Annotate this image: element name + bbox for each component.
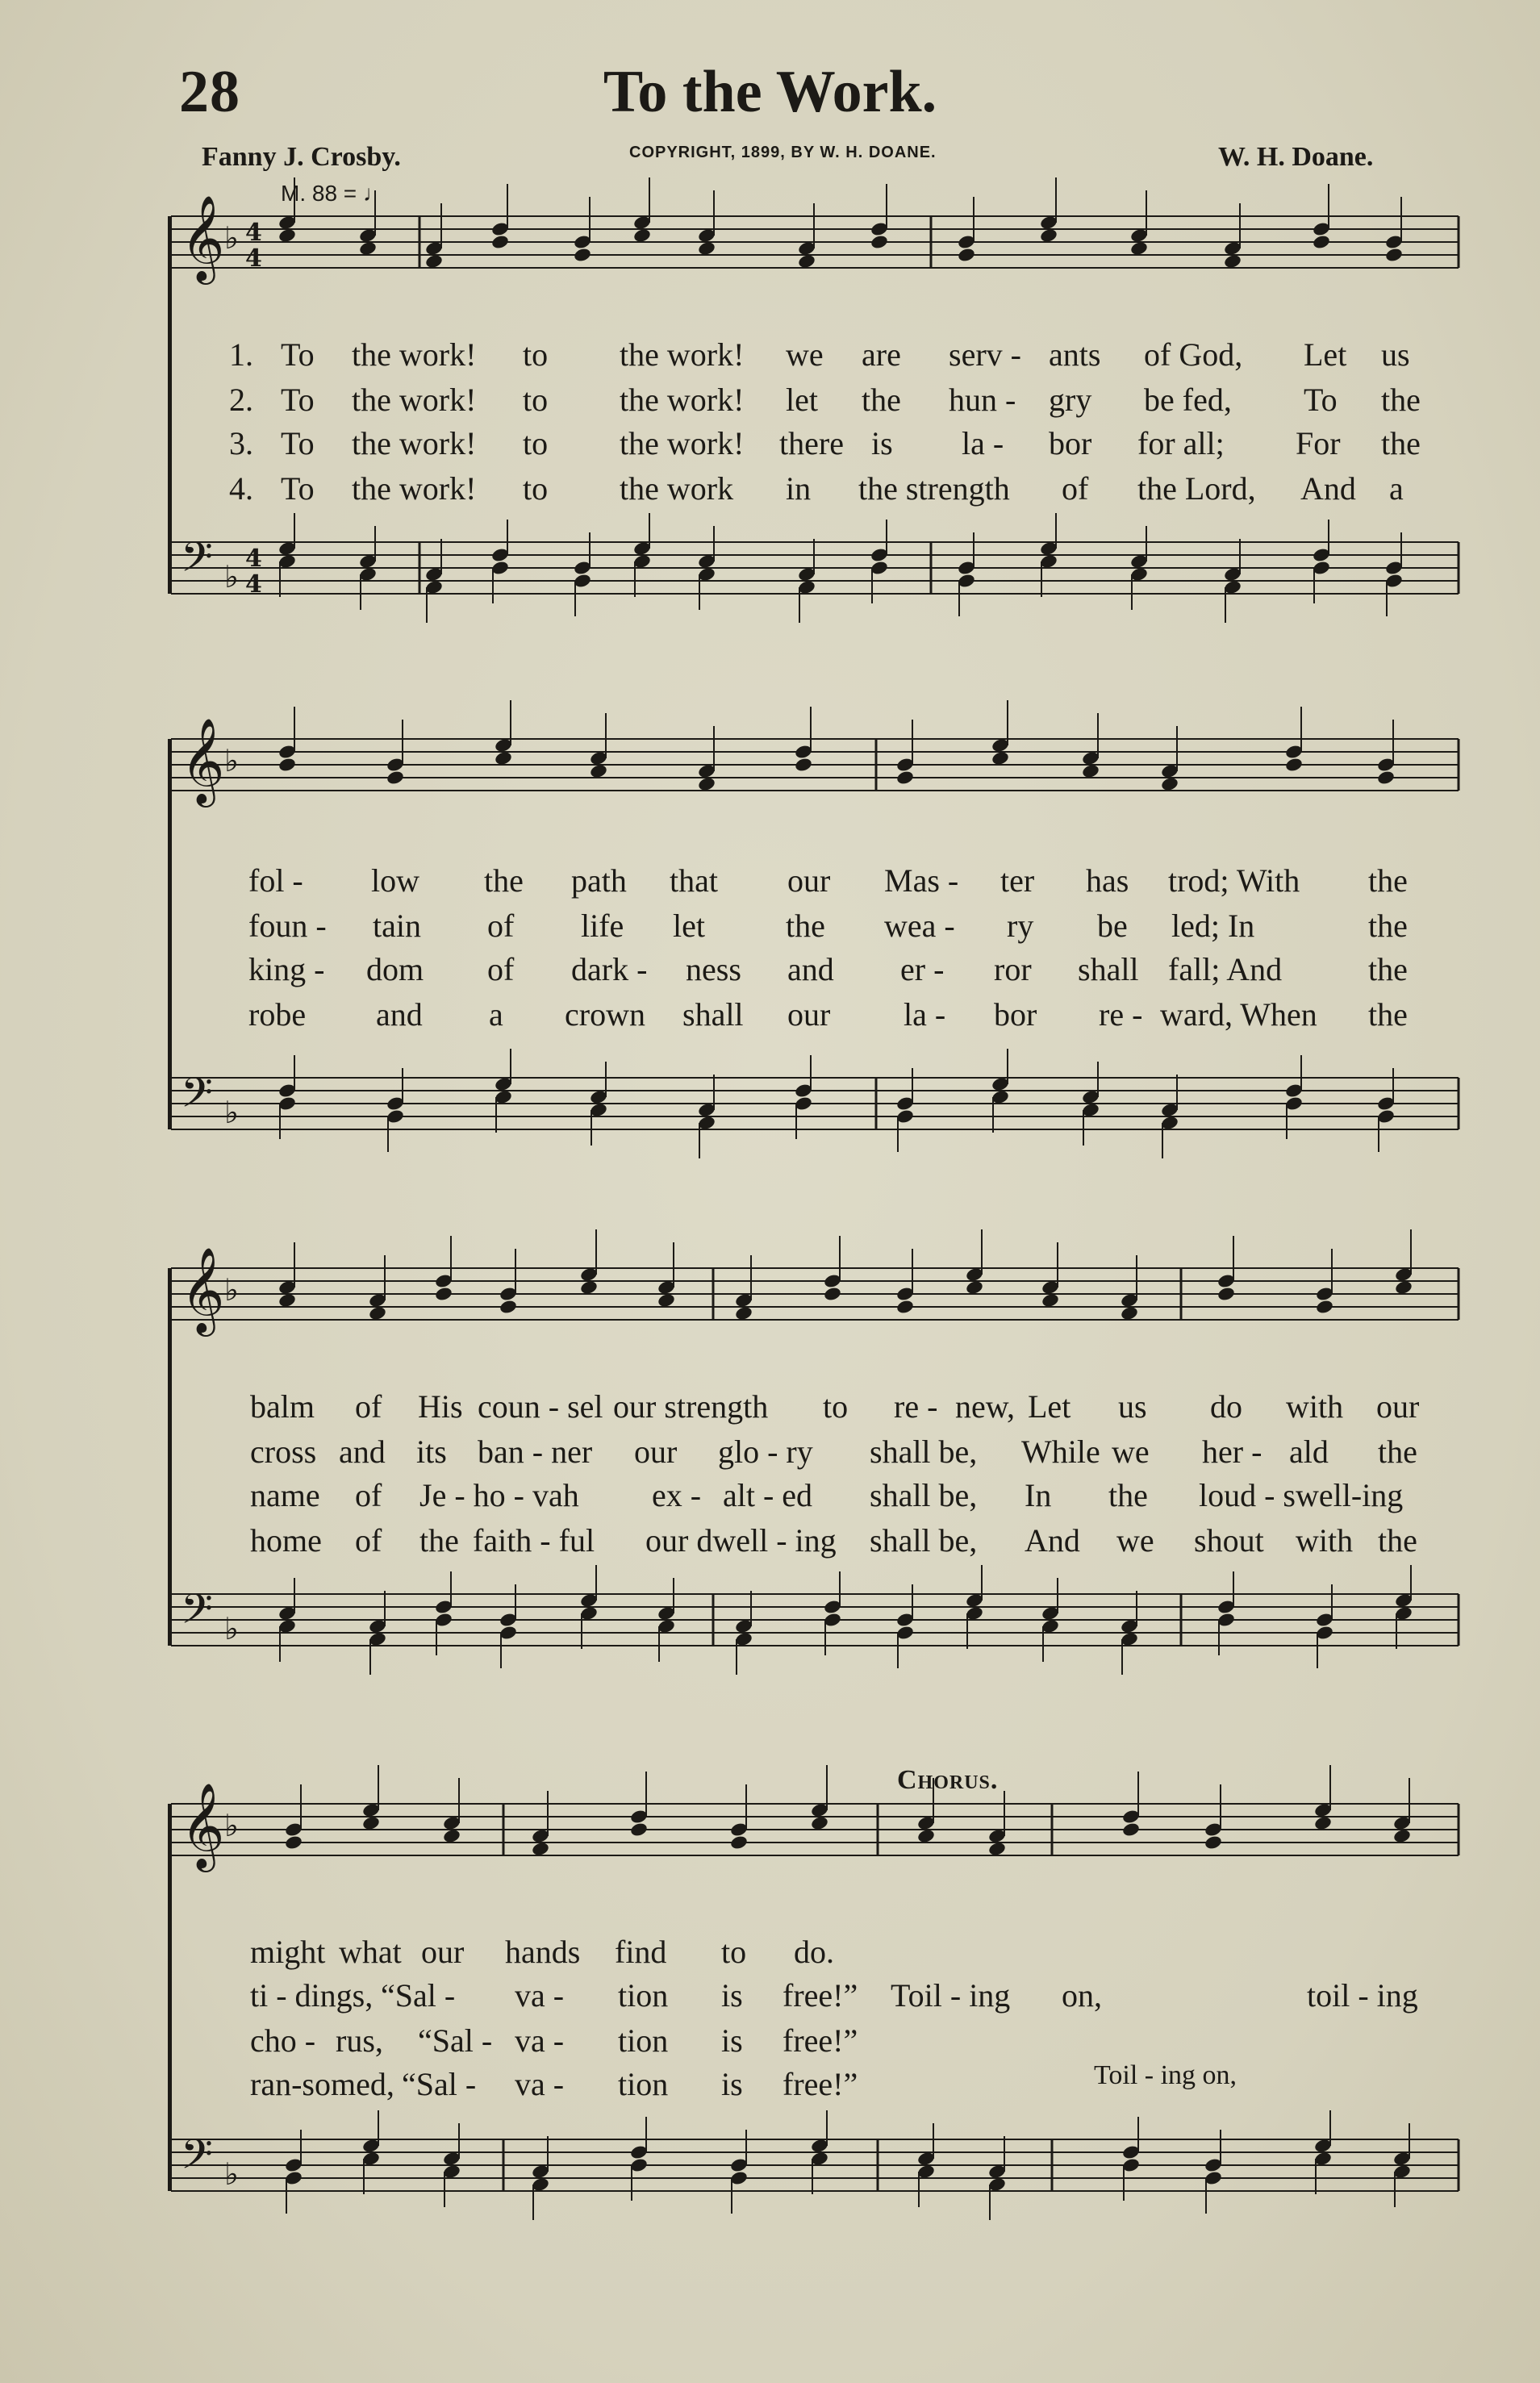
- lyric: the work!: [352, 382, 477, 418]
- note-head: [1160, 776, 1179, 792]
- lyric: the: [1368, 862, 1408, 899]
- lyric: king -: [248, 951, 325, 987]
- lyric: er -: [900, 951, 945, 987]
- note-head: [284, 1834, 303, 1851]
- lyric: new,: [955, 1388, 1016, 1425]
- lyric: path: [571, 862, 627, 899]
- flat-icon: ♭: [224, 559, 239, 595]
- lyric: ald: [1289, 1434, 1329, 1470]
- note-head: [573, 247, 592, 263]
- flat-icon: ♭: [224, 2156, 239, 2192]
- lyric: ry: [1007, 908, 1034, 944]
- lyric: rus,: [336, 2022, 383, 2059]
- lyric: ex -: [652, 1477, 702, 1513]
- note-head: [1315, 1299, 1334, 1315]
- lyric: the work!: [620, 425, 745, 461]
- note-head: [1039, 227, 1058, 244]
- note-head: [1041, 1292, 1060, 1308]
- bass-clef-icon: 𝄢: [181, 1068, 213, 1127]
- lyric: we: [1112, 1434, 1150, 1470]
- lyric: la -: [962, 425, 1004, 461]
- system-brace-line: [168, 216, 172, 594]
- lyric: And: [1025, 1522, 1080, 1559]
- lyric: has: [1086, 862, 1129, 899]
- lyric: For: [1296, 425, 1341, 461]
- lyric: might: [250, 1934, 326, 1970]
- note-head: [965, 1279, 984, 1296]
- note-head: [531, 1841, 550, 1857]
- treble-clef-icon: 𝄞: [181, 717, 225, 803]
- lyric: the: [1368, 951, 1408, 987]
- lyric: us: [1381, 336, 1410, 373]
- lyric: let: [786, 382, 818, 418]
- lyric: “Sal -: [418, 2022, 493, 2059]
- lyricist-credit: Fanny J. Crosby.: [202, 142, 401, 172]
- lyric: ward, When: [1160, 996, 1317, 1033]
- lyric: the: [1368, 908, 1408, 944]
- lyric: tain: [373, 908, 421, 944]
- note-head: [1204, 1834, 1223, 1851]
- note-head: [1223, 253, 1242, 269]
- lyric: faith - ful: [473, 1522, 595, 1559]
- lyric: the: [1108, 1477, 1148, 1513]
- note-head: [434, 1286, 453, 1302]
- lyric: there: [779, 425, 844, 461]
- lyric: va -: [515, 2066, 565, 2102]
- lyric: wea -: [884, 908, 955, 944]
- note-head: [987, 1841, 1007, 1857]
- lyric: our: [787, 996, 831, 1033]
- note-head: [823, 1286, 842, 1302]
- lyric: dom: [366, 951, 424, 987]
- note-head: [1392, 1828, 1412, 1844]
- note-head: [629, 1822, 649, 1838]
- time-signature-top: 4: [245, 219, 262, 247]
- lyric: 1.: [229, 336, 253, 373]
- lyric: To: [1304, 382, 1338, 418]
- lyric: ban - ner: [478, 1434, 593, 1470]
- lyric: re -: [1099, 996, 1143, 1033]
- note-head: [361, 1815, 381, 1831]
- lyric: foun -: [248, 908, 327, 944]
- hymn-number: 28: [179, 59, 240, 125]
- lyric: the Lord,: [1137, 470, 1256, 507]
- lyric: crown: [565, 996, 645, 1033]
- lyric: Let: [1304, 336, 1347, 373]
- note-head: [589, 763, 608, 779]
- note-head: [734, 1305, 753, 1321]
- lyric: ants: [1049, 336, 1101, 373]
- lyric: the: [1381, 425, 1421, 461]
- lyric: ness: [686, 951, 741, 987]
- lyric: its: [416, 1434, 447, 1470]
- note-head: [1120, 1305, 1139, 1321]
- note-head: [870, 234, 889, 250]
- lyric: 2.: [229, 382, 253, 418]
- lyric: While: [1021, 1434, 1100, 1470]
- lyric: free!”: [783, 2066, 858, 2102]
- lyric: Mas -: [884, 862, 959, 899]
- lyric: are: [862, 336, 901, 373]
- system-brace-line: [168, 1268, 172, 1646]
- lyric: be fed,: [1144, 382, 1232, 418]
- lyric: serv -: [949, 336, 1021, 373]
- lyric: the work!: [352, 336, 477, 373]
- lyric: the: [419, 1522, 459, 1559]
- lyric: cho -: [250, 2022, 316, 2059]
- lyric: hun -: [949, 382, 1016, 418]
- note-head: [697, 776, 716, 792]
- lyric: that: [670, 862, 718, 899]
- note-head: [278, 1292, 297, 1308]
- note-head: [991, 750, 1010, 766]
- lyric: Let: [1028, 1388, 1071, 1425]
- note-head: [442, 1828, 461, 1844]
- note-head: [794, 757, 813, 773]
- lyric: To: [281, 336, 315, 373]
- lyric: loud - swell-ing: [1199, 1477, 1404, 1513]
- lyric: to: [523, 382, 549, 418]
- lyric: we: [1116, 1522, 1154, 1559]
- lyric: on,: [1062, 1977, 1102, 2014]
- lyric: fol -: [248, 862, 303, 899]
- lyric: we: [786, 336, 824, 373]
- lyric: shall be,: [870, 1434, 978, 1470]
- flat-icon: ♭: [224, 220, 239, 256]
- lyric: a: [489, 996, 503, 1033]
- note-head: [797, 253, 816, 269]
- note-head: [1081, 763, 1100, 779]
- note-head: [386, 770, 405, 786]
- lyric: 4.: [229, 470, 253, 507]
- lyric: of: [355, 1477, 382, 1513]
- lyric: the: [484, 862, 524, 899]
- note-head: [632, 227, 652, 244]
- flat-icon: ♭: [224, 1272, 239, 1308]
- lyric: the work!: [620, 336, 745, 373]
- lyric: Je - ho - vah: [419, 1477, 579, 1513]
- lyric: our strength: [613, 1388, 769, 1425]
- lyric: the work!: [352, 425, 477, 461]
- hymn-title: To the Work.: [603, 59, 937, 125]
- lyric: robe: [248, 996, 307, 1033]
- lyric: the: [862, 382, 901, 418]
- lyric: life: [581, 908, 624, 944]
- lyric: with: [1296, 1522, 1354, 1559]
- lyric: the work!: [620, 382, 745, 418]
- lyric: let: [673, 908, 705, 944]
- lyric: what: [339, 1934, 402, 1970]
- lyric: coun - sel: [478, 1388, 603, 1425]
- note-head: [499, 1299, 518, 1315]
- note-head: [1313, 1815, 1333, 1831]
- time-signature-bottom: 4: [245, 244, 262, 273]
- lyric: do: [1210, 1388, 1242, 1425]
- lyric: the: [1368, 996, 1408, 1033]
- lyric: is: [721, 1977, 743, 2014]
- lyric: free!”: [783, 2022, 858, 2059]
- lyric: tion: [618, 2066, 669, 2102]
- note-head: [490, 234, 510, 250]
- chorus-label: Chorus.: [897, 1765, 999, 1795]
- lyric: of God,: [1144, 336, 1243, 373]
- note-head: [1384, 247, 1404, 263]
- note-head: [368, 1305, 387, 1321]
- note-head: [1129, 240, 1149, 257]
- lyric: To: [281, 382, 315, 418]
- note-head: [358, 240, 378, 257]
- lyric: re -: [894, 1388, 938, 1425]
- lyric: to: [523, 336, 549, 373]
- treble-clef-icon: 𝄞: [181, 1246, 225, 1333]
- time-signature-bottom: 4: [245, 570, 262, 599]
- lyric: In: [1025, 1477, 1052, 1513]
- lyric: tion: [618, 2022, 669, 2059]
- note-head: [916, 1828, 936, 1844]
- lyric: our: [634, 1434, 678, 1470]
- treble-clef-icon: 𝄞: [181, 1782, 225, 1868]
- flat-icon: ♭: [224, 1095, 239, 1130]
- lyric: the work!: [352, 470, 477, 507]
- lyric: la -: [904, 996, 946, 1033]
- lyric: trod; With: [1168, 862, 1300, 899]
- lyric: her -: [1202, 1434, 1262, 1470]
- lyric: To: [281, 470, 315, 507]
- lyric: dark -: [571, 951, 648, 987]
- lyric: home: [250, 1522, 322, 1559]
- copyright-notice: COPYRIGHT, 1899, BY W. H. DOANE.: [629, 144, 937, 161]
- lyric: To: [281, 425, 315, 461]
- flat-icon: ♭: [224, 1808, 239, 1843]
- lyric: ter: [1000, 862, 1035, 899]
- system-brace-line: [168, 1804, 172, 2191]
- time-signature-top: 4: [245, 545, 262, 573]
- lyric: glo - ry: [718, 1434, 813, 1470]
- lyric: with: [1286, 1388, 1344, 1425]
- lyric: do.: [794, 1934, 834, 1970]
- lyric: Toil - ing on,: [1094, 2060, 1237, 2090]
- lyric: to: [721, 1934, 747, 1970]
- lyric: and: [787, 951, 834, 987]
- flat-icon: ♭: [224, 743, 239, 778]
- note-head: [278, 227, 297, 244]
- treble-clef-icon: 𝄞: [181, 194, 225, 281]
- lyric: of: [1062, 470, 1089, 507]
- lyric: of: [355, 1522, 382, 1559]
- lyric: us: [1118, 1388, 1147, 1425]
- lyric: va -: [515, 1977, 565, 2014]
- note-head: [1121, 1822, 1141, 1838]
- lyric: balm: [250, 1388, 315, 1425]
- lyric: a: [1389, 470, 1404, 507]
- note-head: [579, 1279, 599, 1296]
- bass-clef-icon: 𝄢: [181, 2130, 213, 2189]
- lyric: shall be,: [870, 1477, 978, 1513]
- bass-clef-icon: 𝄢: [181, 532, 213, 591]
- lyric: of: [355, 1388, 382, 1425]
- note-head: [1217, 1286, 1236, 1302]
- lyric: of: [487, 908, 515, 944]
- lyric: shout: [1194, 1522, 1264, 1559]
- lyric: in: [786, 470, 812, 507]
- lyric: bor: [994, 996, 1037, 1033]
- lyric: shall: [1078, 951, 1139, 987]
- note-head: [1312, 234, 1331, 250]
- lyric: to: [523, 470, 549, 507]
- lyric: ror: [994, 951, 1032, 987]
- lyric: tion: [618, 1977, 669, 2014]
- lyric: our dwell - ing: [645, 1522, 837, 1559]
- lyric: shall be,: [870, 1522, 978, 1559]
- note-head: [424, 253, 444, 269]
- note-head: [895, 1299, 915, 1315]
- note-head: [729, 1834, 749, 1851]
- lyric: Toil - ing: [891, 1977, 1011, 2014]
- lyric: cross: [250, 1434, 317, 1470]
- lyric: shall: [682, 996, 744, 1033]
- lyric: the: [786, 908, 825, 944]
- lyric: of: [487, 951, 515, 987]
- lyric: our: [421, 1934, 465, 1970]
- lyric: to: [523, 425, 549, 461]
- composer-credit: W. H. Doane.: [1218, 142, 1374, 172]
- lyric: bor: [1049, 425, 1092, 461]
- lyric: and: [376, 996, 423, 1033]
- lyric: and: [339, 1434, 386, 1470]
- lyric: toil - ing: [1307, 1977, 1418, 2014]
- lyric: our: [787, 862, 831, 899]
- flat-icon: ♭: [224, 1611, 239, 1646]
- lyric: the: [1381, 382, 1421, 418]
- lyric: for all;: [1137, 425, 1225, 461]
- lyric: the work: [620, 470, 734, 507]
- lyric: ran-somed,: [250, 2066, 394, 2102]
- lyric: low: [371, 862, 419, 899]
- lyric: “Sal -: [402, 2066, 477, 2102]
- note-head: [278, 757, 297, 773]
- lyric: And: [1300, 470, 1356, 507]
- note-head: [697, 240, 716, 257]
- lyric: fall; And: [1168, 951, 1283, 987]
- lyric: be: [1097, 908, 1128, 944]
- lyric: gry: [1049, 382, 1092, 418]
- lyric: alt - ed: [723, 1477, 813, 1513]
- lyric: is: [871, 425, 893, 461]
- lyric: ti - dings,: [250, 1977, 374, 2014]
- note-head: [810, 1815, 829, 1831]
- lyric: va -: [515, 2022, 565, 2059]
- bass-clef-icon: 𝄢: [181, 1584, 213, 1643]
- lyric: “Sal -: [381, 1977, 456, 2014]
- lyric: free!”: [783, 1977, 858, 2014]
- lyric: find: [615, 1934, 667, 1970]
- note-head: [657, 1292, 676, 1308]
- lyric: is: [721, 2066, 743, 2102]
- note-head: [1284, 757, 1304, 773]
- lyric: our: [1376, 1388, 1420, 1425]
- lyric: hands: [505, 1934, 581, 1970]
- note-head: [1376, 770, 1396, 786]
- system-brace-line: [168, 739, 172, 1129]
- lyric: the: [1378, 1434, 1417, 1470]
- note-head: [957, 247, 976, 263]
- lyric: led; In: [1171, 908, 1255, 944]
- lyric: to: [823, 1388, 849, 1425]
- lyric: name: [250, 1477, 320, 1513]
- note-head: [494, 750, 513, 766]
- note-head: [895, 770, 915, 786]
- tempo-marking: M. 88 = ♩: [281, 181, 386, 206]
- note-head: [1394, 1279, 1413, 1296]
- lyric: His: [418, 1388, 463, 1425]
- lyric: the: [1378, 1522, 1417, 1559]
- lyric: is: [721, 2022, 743, 2059]
- lyric: 3.: [229, 425, 253, 461]
- lyric: the strength: [858, 470, 1010, 507]
